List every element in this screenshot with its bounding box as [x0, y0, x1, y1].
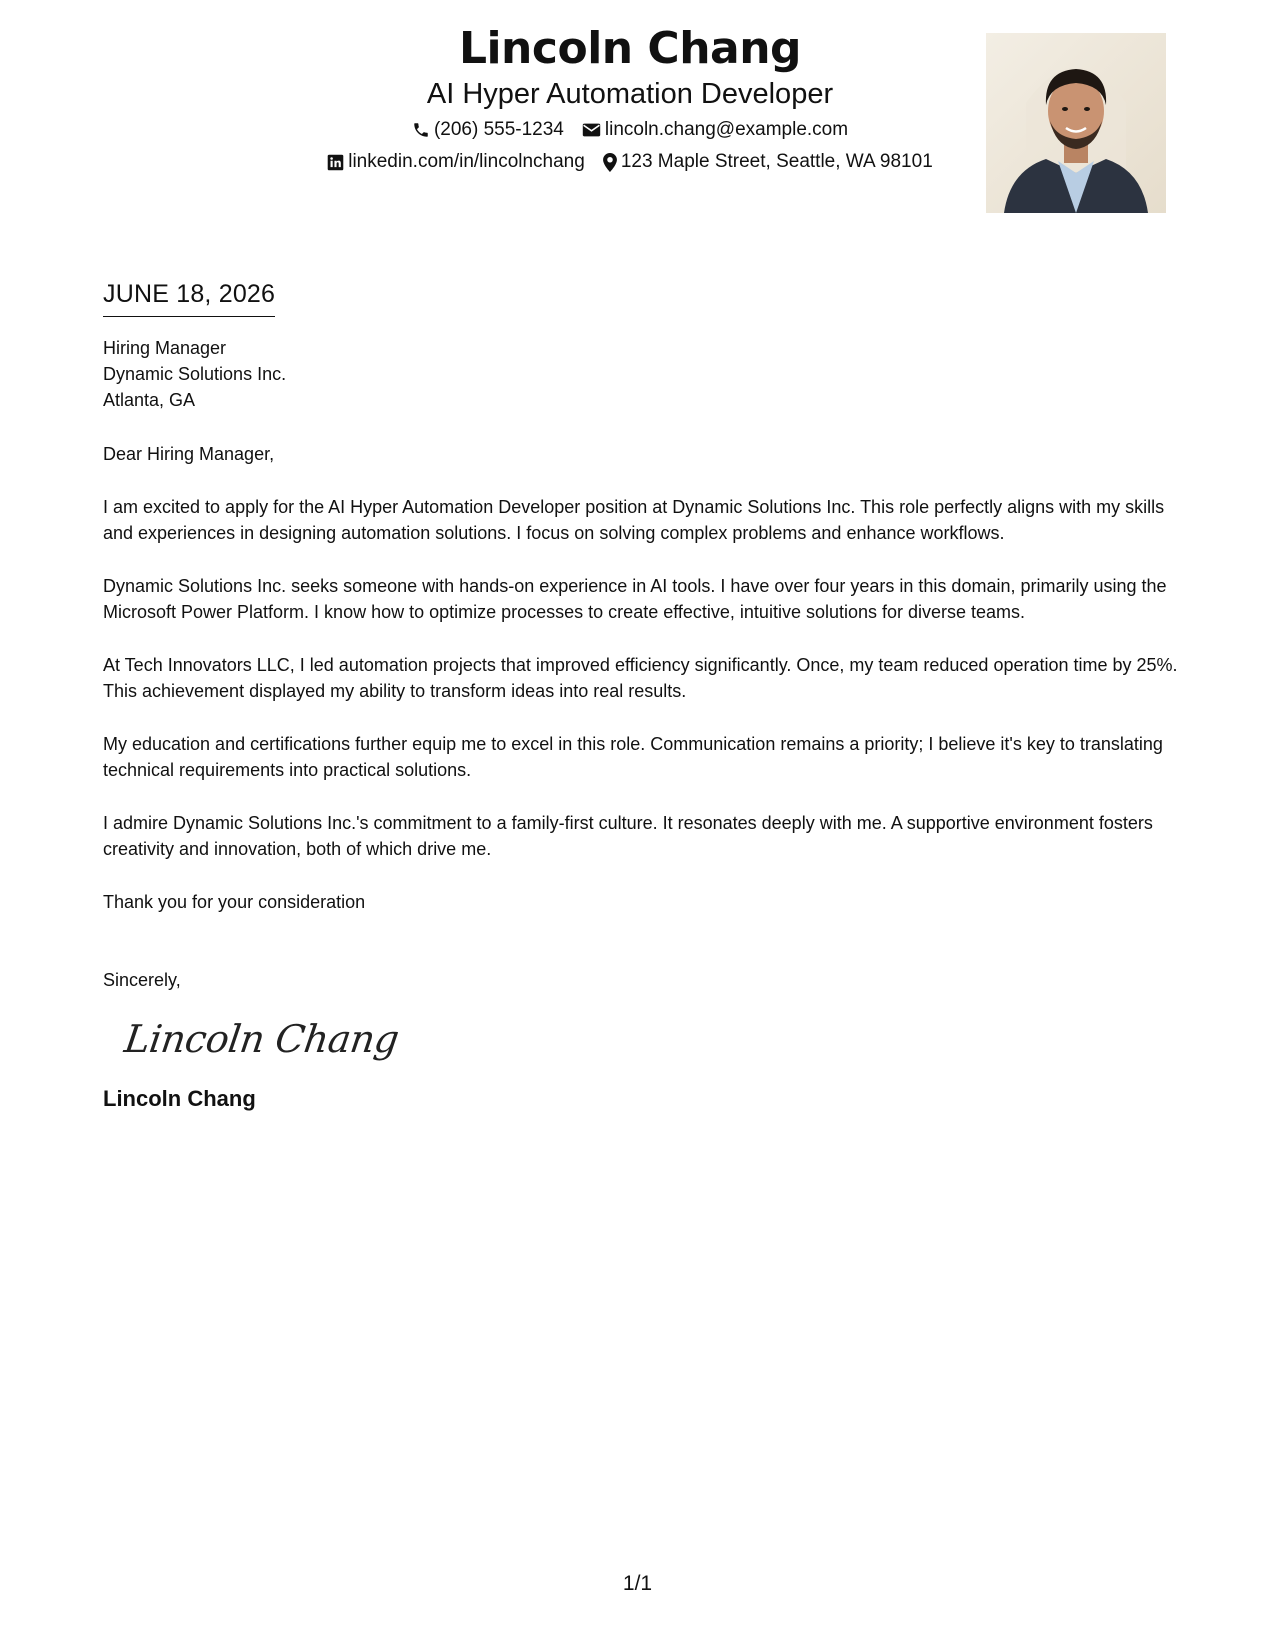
handwritten-signature: Lincoln Chang: [121, 1017, 402, 1061]
email-address: lincoln.chang@example.com: [604, 119, 849, 140]
job-title: AI Hyper Automation Developer: [426, 78, 834, 110]
contact-email[interactable]: [582, 116, 848, 144]
cover-letter-body: [103, 278, 1183, 1113]
envelope-icon: [582, 122, 601, 138]
body-paragraph: Thank you for your consideration: [103, 892, 366, 912]
recipient-line: Atlanta, GA: [103, 390, 196, 410]
body-paragraph: Dynamic Solutions Inc. seeks someone with hands-on experience in AI tools. I have over four years in this domain, primarily using the Microsoft Power Platform. I know how to optimize processes to create effective, intuitive solutions for diverse teams.: [103, 576, 1167, 622]
page-number: 1/1: [622, 1572, 653, 1595]
phone-number: (206) 555-1234: [433, 119, 564, 140]
contact-address: [603, 148, 933, 176]
linkedin-icon: [327, 154, 344, 171]
body-paragraph: I admire Dynamic Solutions Inc.'s commitment to a family-first culture. It resonates deeply with me. A supportive environment fosters creativity and innovation, both of which drive me.: [103, 813, 1153, 859]
profile-photo: [986, 33, 1166, 213]
body-paragraph: My education and certifications further equip me to excel in this role. Communication remains a priority; I believe it's key to translating technical requirements into practical solutions.: [103, 734, 1163, 780]
body-paragraph: At Tech Innovators LLC, I led automation projects that improved efficiency significantly. Once, my team reduced operation time by 25%. This achievement displayed my ability to transform ideas into real results.: [103, 655, 1178, 701]
linkedin-url: linkedin.com/in/lincolnchang: [348, 151, 585, 172]
applicant-name: Lincoln Chang: [458, 23, 802, 74]
salutation: Dear Hiring Manager,: [103, 444, 275, 464]
body-paragraph: I am excited to apply for the AI Hyper Automation Developer position at Dynamic Solutions Inc. This role perfectly aligns with my skills and experiences in designing automation solutions. I focus on solving complex problems and enhance workflows.: [103, 497, 1165, 543]
recipient-line: Hiring Manager: [103, 338, 227, 358]
map-pin-icon: [603, 153, 617, 172]
recipient-block: [103, 335, 1183, 413]
closing: Sincerely,: [103, 970, 181, 990]
phone-icon: [412, 121, 430, 139]
contact-linkedin[interactable]: [327, 148, 585, 176]
signer-name: Lincoln Chang: [103, 1086, 256, 1111]
recipient-line: Dynamic Solutions Inc.: [103, 364, 287, 384]
letter-date: JUNE 18, 2026: [103, 278, 275, 317]
street-address: 123 Maple Street, Seattle, WA 98101: [620, 151, 933, 172]
contact-phone[interactable]: [412, 116, 564, 144]
